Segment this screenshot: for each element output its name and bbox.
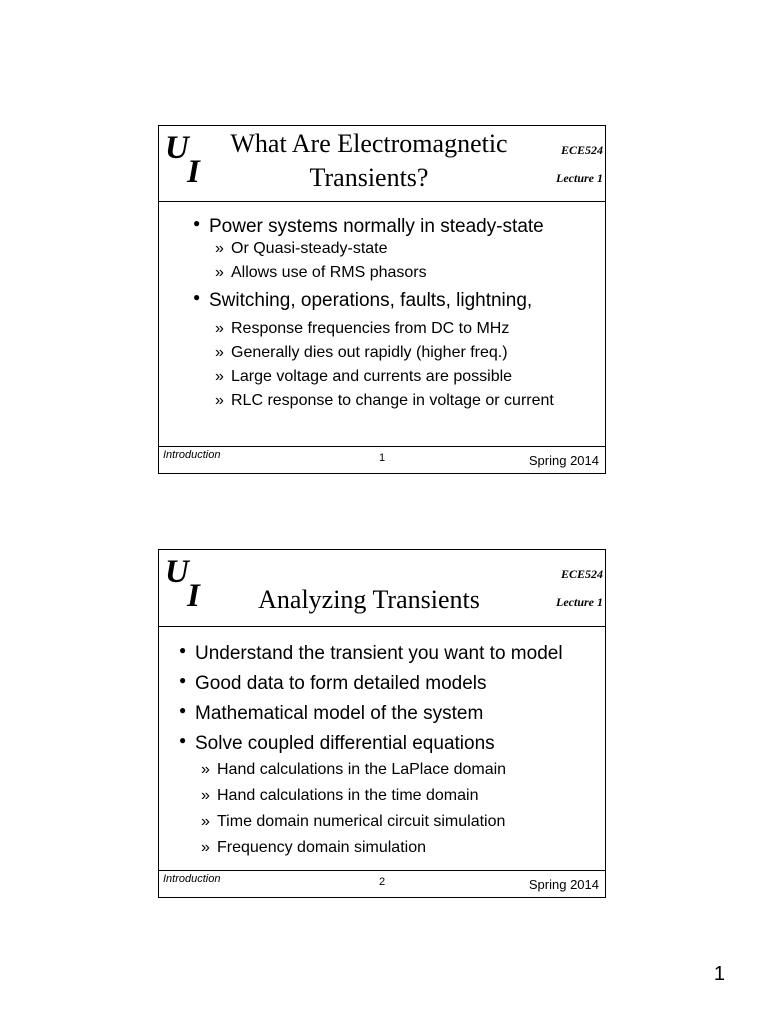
slide-title-line-1: What Are Electromagnetic (230, 129, 508, 158)
page-number: 1 (713, 963, 725, 985)
logo-letter-i: I (187, 578, 200, 614)
logo-letter-i: I (187, 154, 200, 190)
bullet-list (159, 216, 605, 416)
slide-1 (158, 125, 606, 474)
bullet-item: ● Solve coupled differential equations (159, 733, 605, 761)
slide-number: 1 (378, 452, 386, 464)
footer-divider (159, 446, 605, 447)
footer-term: Spring 2014 (528, 453, 599, 468)
slide-2 (158, 549, 606, 898)
slide-title: Analyzing Transients (258, 585, 480, 614)
ui-logo (165, 556, 211, 614)
bullet-item: ● Understand the transient you want to model (159, 643, 605, 673)
logo-letter-u: U (165, 554, 189, 590)
header-divider (159, 626, 605, 627)
bullet-item: ● Mathematical model of the system (159, 703, 605, 733)
sub-bullet-item: » Hand calculations in the time domain (159, 787, 605, 813)
course-code: ECE524 (560, 143, 603, 157)
sub-bullet-item: » Allows use of RMS phasors (159, 264, 605, 288)
sub-bullet-item: » Hand calculations in the LaPlace domain (159, 761, 605, 787)
bullet-list (159, 643, 605, 865)
sub-bullet-item: » Response frequencies from DC to MHz (159, 318, 605, 344)
sub-bullet-item: » Generally dies out rapidly (higher freq.) (159, 344, 605, 368)
slide-number: 2 (378, 876, 386, 888)
header-divider (159, 201, 605, 202)
bullet-item: ● Switching, operations, faults, lightning, (159, 288, 605, 318)
footer-term: Spring 2014 (528, 877, 599, 892)
logo-letter-u: U (165, 130, 189, 166)
lecture-label: Lecture 1 (556, 171, 603, 185)
sub-bullet-item: » Frequency domain simulation (159, 839, 605, 865)
sub-bullet-item: » RLC response to change in voltage or current (159, 392, 605, 416)
sub-bullet-item: » Time domain numerical circuit simulation (159, 813, 605, 839)
course-code: ECE524 (560, 567, 603, 581)
sub-bullet-item: » Or Quasi-steady-state (159, 240, 605, 264)
footer-section: Introduction (163, 449, 221, 461)
lecture-label: Lecture 1 (556, 595, 603, 609)
bullet-item: ● Power systems normally in steady-state (159, 216, 605, 240)
sub-bullet-item: » Large voltage and currents are possible (159, 368, 605, 392)
slide-title (209, 128, 529, 194)
footer-divider (159, 870, 605, 871)
slide-title-line-2: Transients? (309, 163, 429, 192)
footer-section: Introduction (163, 873, 221, 885)
bullet-item: ● Good data to form detailed models (159, 673, 605, 703)
ui-logo (165, 132, 211, 190)
